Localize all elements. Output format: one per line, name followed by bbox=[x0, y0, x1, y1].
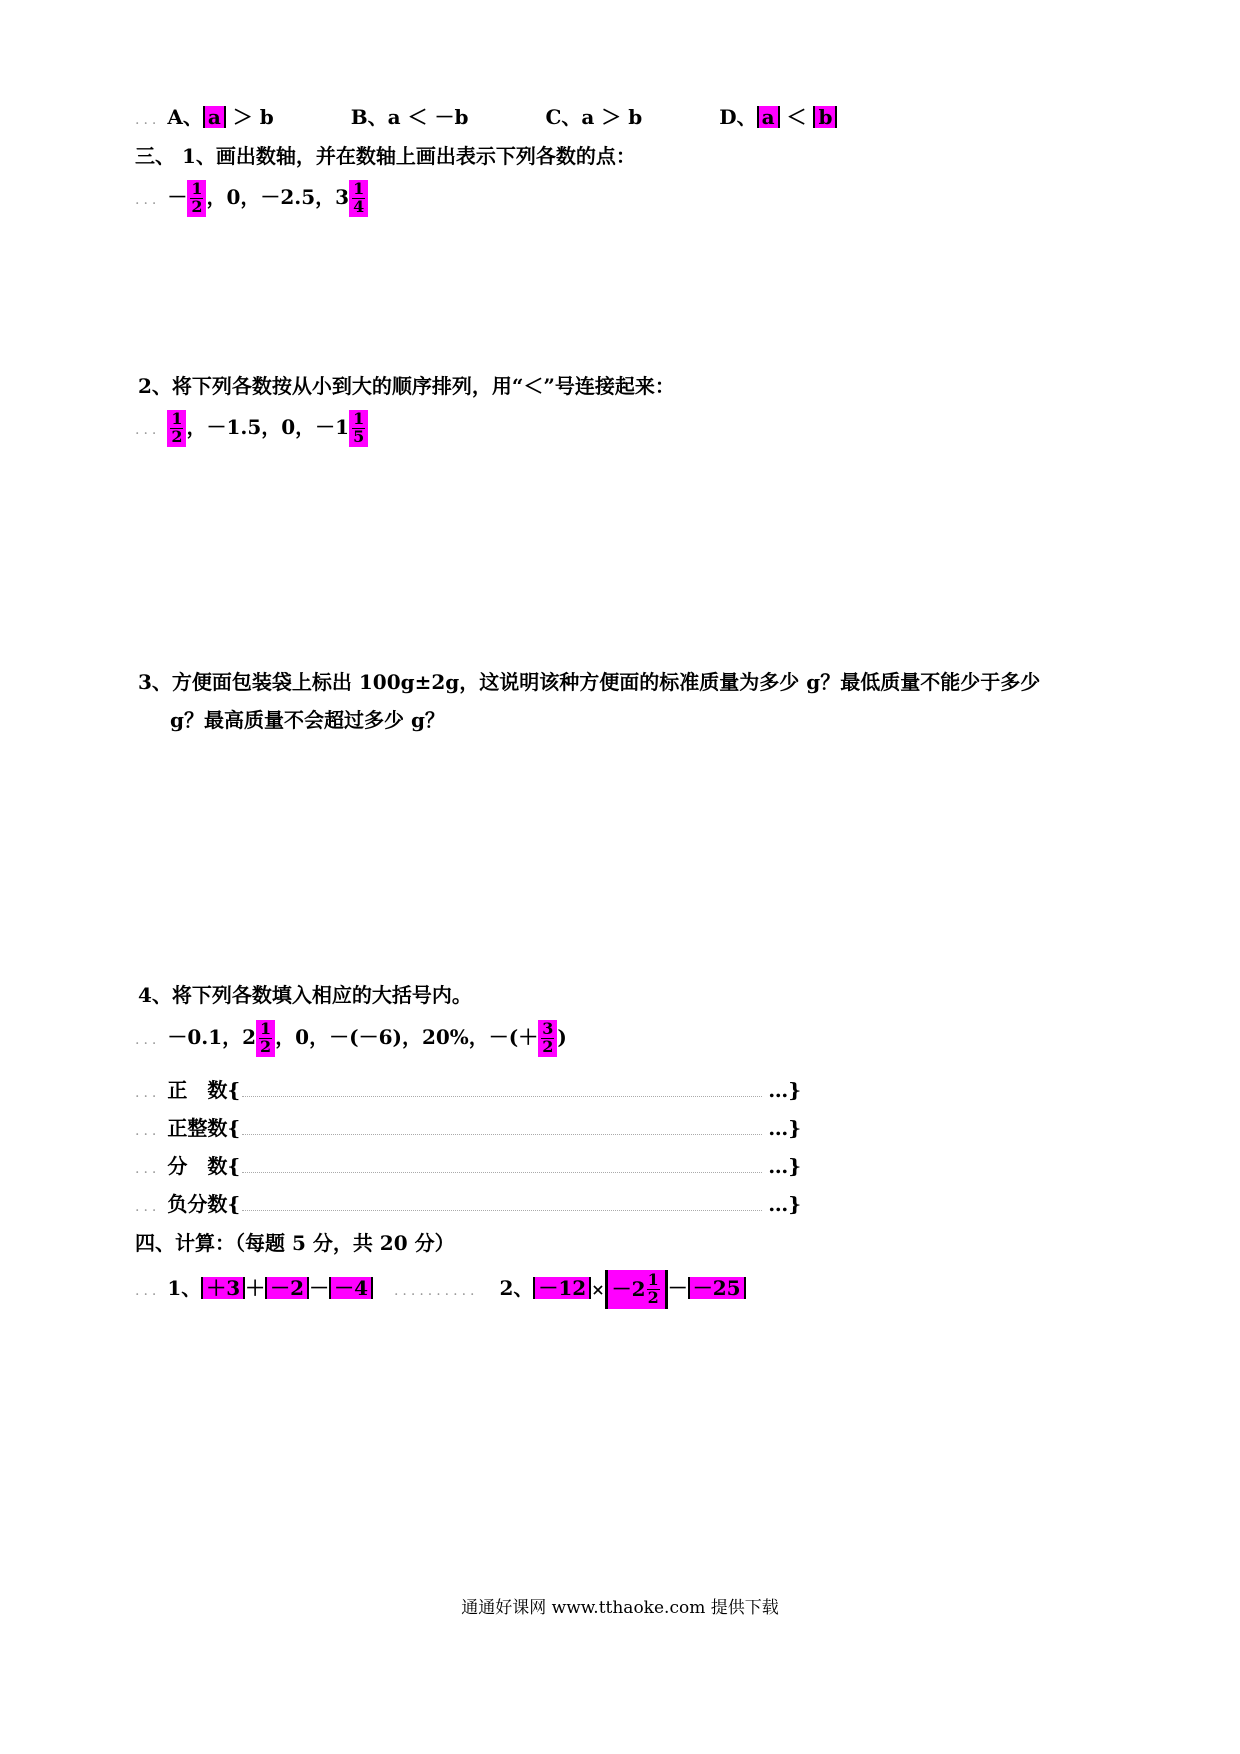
footer-source: 通通好课网 www.tthaoke.com 提供下载 bbox=[461, 1598, 779, 1618]
category-negative-fraction: ... 负分数{ …} bbox=[135, 1192, 802, 1216]
answer-blank[interactable] bbox=[242, 1196, 762, 1211]
category-positive: ... 正 数{ …} bbox=[135, 1078, 802, 1102]
category-fraction: ... 分 数{ …} bbox=[135, 1154, 802, 1178]
fraction: $\frac{1}{2}$ bbox=[167, 410, 186, 447]
answer-blank[interactable] bbox=[242, 1158, 762, 1173]
section3-q1-numbers: ... － $\frac{1}{2}$ ，0，－2.5，3 $\frac{1}{4}$ bbox=[135, 180, 368, 217]
option-c: C、a ＞ b bbox=[545, 105, 643, 129]
answer-blank[interactable] bbox=[242, 1120, 762, 1135]
fraction: $\frac{1}{2}$ bbox=[187, 180, 206, 217]
fraction: $\frac{3}{2}$ bbox=[538, 1020, 557, 1057]
section3-q3-line1: 3、方便面包装袋上标出 100g±2g，这说明该种方便面的标准质量为多少 g？最低质量不能少于多少 bbox=[138, 670, 1041, 694]
section4-title: 四、计算：（每题 5 分，共 20 分） bbox=[135, 1231, 455, 1255]
fraction: $\frac{1}{5}$ bbox=[349, 410, 368, 447]
options-line bbox=[135, 106, 907, 128]
fraction: $\frac{1}{4}$ bbox=[349, 180, 368, 217]
problem-1: 1、 ＋3 ＋ －2 － －4 bbox=[167, 1276, 380, 1300]
section3-q3-line2: g？最高质量不会超过多少 g？ bbox=[170, 708, 445, 732]
option-a: A、 a ＞ b bbox=[167, 105, 274, 129]
problem-2: 2、 －12 × －2 $\frac{1}{2}$ － －25 bbox=[499, 1276, 745, 1300]
abs-mixed-number: －2 $\frac{1}{2}$ bbox=[605, 1270, 668, 1309]
section3-q2-title: 2、将下列各数按从小到大的顺序排列，用“＜”号连接起来： bbox=[138, 374, 675, 398]
answer-blank[interactable] bbox=[242, 1082, 762, 1097]
option-d: D、 a ＜ b bbox=[719, 106, 837, 128]
fraction: $\frac{1}{2}$ bbox=[256, 1020, 275, 1057]
category-positive-integer: ... 正整数{ …} bbox=[135, 1116, 802, 1140]
section3-q1-title: 三、 1、画出数轴，并在数轴上画出表示下列各数的点： bbox=[135, 144, 636, 168]
option-b: B、a ＜ －b bbox=[350, 105, 469, 129]
section3-q4-title: 4、将下列各数填入相应的大括号内。 bbox=[138, 983, 472, 1007]
section4-problems: ... 1、 ＋3 ＋ －2 － －4 .......... 2、 －12 × －2 $\frac{1}{2}$ － －25 bbox=[135, 1270, 746, 1309]
section3-q4-numbers: ... －0.1，2 $\frac{1}{2}$ ，0，－(－6)，20%，－(＋ $\frac{3}{2}$ ) bbox=[135, 1019, 567, 1056]
dot-leader: ... bbox=[135, 112, 161, 128]
section3-q2-numbers: ... $\frac{1}{2}$ ，－1.5，0，－1 $\frac{1}{5}$ bbox=[135, 410, 368, 447]
